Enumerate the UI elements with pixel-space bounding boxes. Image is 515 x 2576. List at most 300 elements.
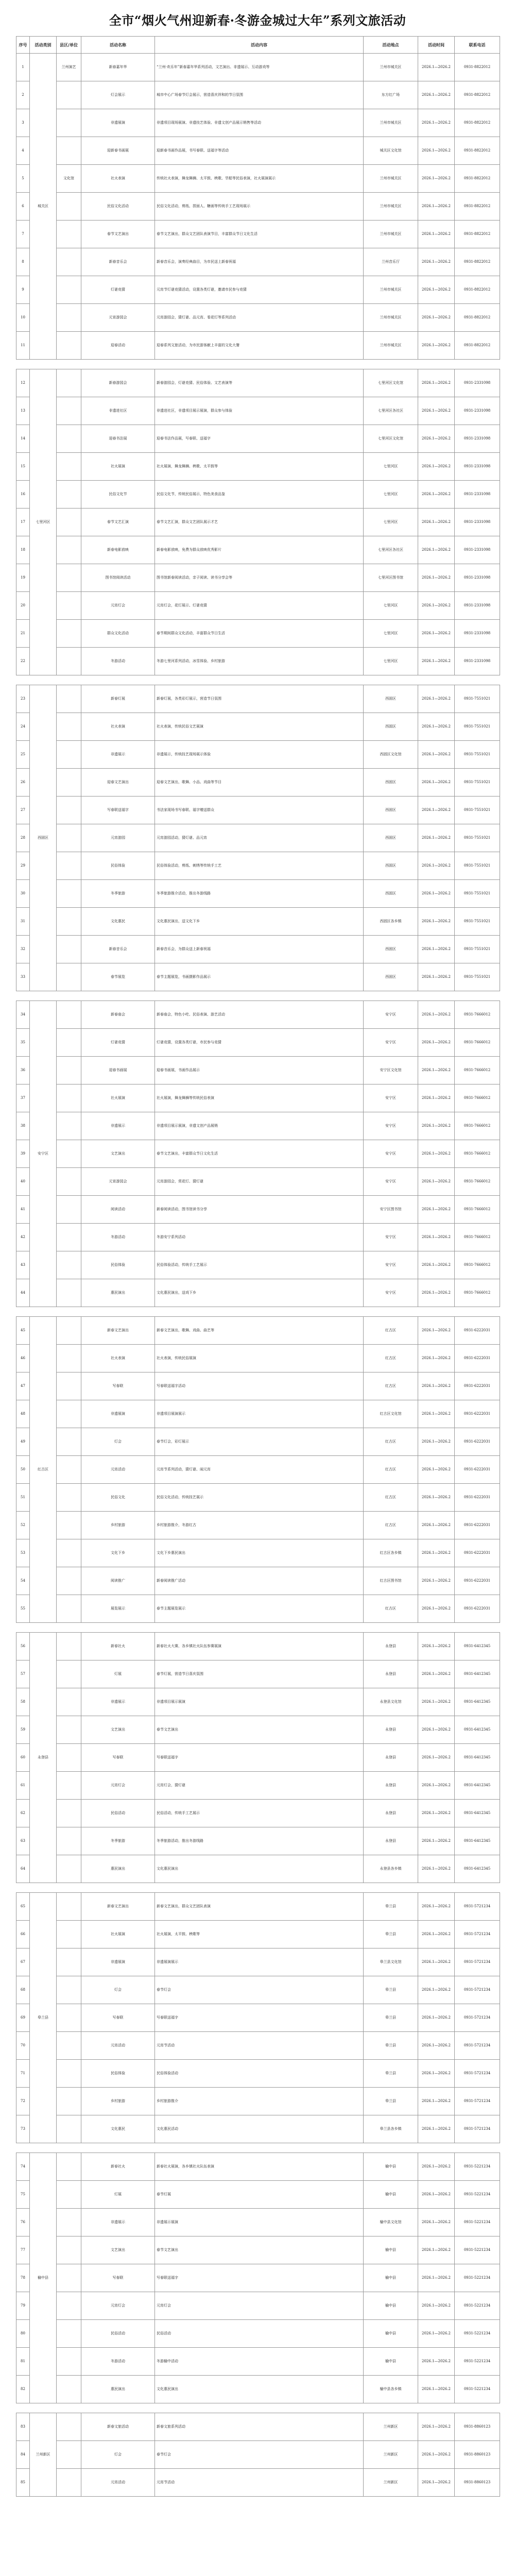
phone-cell: 0931-7666012 <box>455 1001 500 1029</box>
unit-cell <box>57 1224 81 1251</box>
name-cell: 冬游活动 <box>81 2348 155 2376</box>
idx-cell: 35 <box>16 1029 30 1057</box>
time-cell: 2026.1—2026.2 <box>418 1224 455 1251</box>
loc-cell: 西固区 <box>364 713 418 741</box>
phone-cell: 0931-7666012 <box>455 1057 500 1084</box>
idx-cell: 73 <box>16 2115 30 2143</box>
unit-cell <box>57 109 81 137</box>
loc-cell: 七里河区各社区 <box>364 397 418 425</box>
time-cell: 2026.1—2026.2 <box>418 2441 455 2469</box>
idx-cell: 32 <box>16 936 30 963</box>
desc-cell: 迎春书法作品展，写春联、送福字 <box>155 425 364 453</box>
name-cell: 元宵游园会 <box>81 304 155 332</box>
time-cell: 2026.1—2026.2 <box>418 1716 455 1744</box>
unit-cell <box>57 2264 81 2292</box>
desc-cell: 春节文艺演出 <box>155 2236 364 2264</box>
col-header: 县区/单位 <box>57 37 81 54</box>
name-cell: 社火展演 <box>81 1084 155 1112</box>
unit-cell <box>57 193 81 221</box>
idx-cell: 29 <box>16 852 30 880</box>
table-row <box>16 713 500 741</box>
col-header: 活动时间 <box>418 37 455 54</box>
phone-cell: 0931-7551021 <box>455 796 500 824</box>
col-header: 活动类别 <box>30 37 57 54</box>
desc-cell: 春节灯会 <box>155 2441 364 2469</box>
name-cell: 文艺演出 <box>81 1140 155 1168</box>
idx-cell: 30 <box>16 880 30 908</box>
idx-cell: 55 <box>16 1595 30 1623</box>
name-cell: 群众文化活动 <box>81 620 155 648</box>
phone-cell: 0931-6222031 <box>455 1484 500 1512</box>
phone-cell: 0931-7551021 <box>455 908 500 936</box>
name-cell: 民俗文化 <box>81 1484 155 1512</box>
name-cell: 新春嘉年华 <box>81 54 155 81</box>
table-row <box>16 1567 500 1595</box>
phone-cell: 0931-6222031 <box>455 1317 500 1345</box>
phone-cell: 0931-8822012 <box>455 193 500 221</box>
loc-cell: 安宁区 <box>364 1168 418 1196</box>
section-gap <box>16 2403 500 2413</box>
time-cell: 2026.1—2026.2 <box>418 425 455 453</box>
table-row <box>16 1800 500 1827</box>
table-row <box>16 2413 500 2441</box>
unit-cell <box>57 81 81 109</box>
idx-cell: 50 <box>16 1456 30 1484</box>
loc-cell: 红古区 <box>364 1428 418 1456</box>
desc-cell: 新春电影放映，免费为群众放映优秀影片 <box>155 536 364 564</box>
name-cell: 新春文艺演出 <box>81 1317 155 1345</box>
loc-cell: 榆中县 <box>364 2153 418 2181</box>
desc-cell: 非遗项目展示展演 <box>155 1688 364 1716</box>
table-row <box>16 2264 500 2292</box>
idx-cell: 77 <box>16 2236 30 2264</box>
idx-cell: 31 <box>16 908 30 936</box>
loc-cell: 安宁区 <box>364 1251 418 1279</box>
idx-cell: 40 <box>16 1168 30 1196</box>
loc-cell: 安宁区 <box>364 1029 418 1057</box>
idx-cell: 1 <box>16 54 30 81</box>
table-row <box>16 1539 500 1567</box>
name-cell: 惠民演出 <box>81 1279 155 1307</box>
section-gap <box>16 1307 500 1317</box>
unit-cell <box>57 2032 81 2060</box>
phone-cell: 0931-8860123 <box>455 2469 500 2497</box>
loc-cell: 兰州新区 <box>364 2469 418 2497</box>
idx-cell: 39 <box>16 1140 30 1168</box>
idx-cell: 83 <box>16 2413 30 2441</box>
region-cell: 皋兰县 <box>30 1893 57 2143</box>
loc-cell: 榆中县 <box>364 2348 418 2376</box>
name-cell: 社火展演 <box>81 1921 155 1948</box>
time-cell: 2026.1—2026.2 <box>418 536 455 564</box>
loc-cell: 红古区各乡镇 <box>364 1539 418 1567</box>
desc-cell: 非遗项目展演展示 <box>155 1400 364 1428</box>
loc-cell: 永登县 <box>364 1744 418 1772</box>
table-row <box>16 1029 500 1057</box>
idx-cell: 4 <box>16 137 30 165</box>
unit-cell <box>57 1633 81 1660</box>
desc-cell: 春节灯展，营造节日喜庆氛围 <box>155 1660 364 1688</box>
name-cell: 民俗体验 <box>81 2060 155 2088</box>
desc-cell: 文化惠民演出 <box>155 2376 364 2403</box>
unit-cell <box>57 2320 81 2348</box>
time-cell: 2026.1—2026.2 <box>418 453 455 481</box>
table-row <box>16 221 500 248</box>
table-row <box>16 796 500 824</box>
phone-cell: 0931-6222031 <box>455 1567 500 1595</box>
table-row <box>16 1484 500 1512</box>
idx-cell: 80 <box>16 2320 30 2348</box>
table-row <box>16 2292 500 2320</box>
time-cell: 2026.1—2026.2 <box>418 741 455 769</box>
name-cell: 新春文旅活动 <box>81 2413 155 2441</box>
unit-cell <box>57 2153 81 2181</box>
loc-cell: 东方红广场 <box>364 81 418 109</box>
time-cell: 2026.1—2026.2 <box>418 2376 455 2403</box>
name-cell: 写春联送福字 <box>81 796 155 824</box>
idx-cell: 12 <box>16 369 30 397</box>
unit-cell <box>57 2115 81 2143</box>
loc-cell: 兰州市城关区 <box>364 276 418 304</box>
table-row <box>16 852 500 880</box>
loc-cell: 安宁区 <box>364 1279 418 1307</box>
desc-cell: 元宵游园会，猜灯谜、品元宵、看花灯等系列活动 <box>155 304 364 332</box>
name-cell: 冬游活动 <box>81 1224 155 1251</box>
name-cell: 阅读活动 <box>81 1196 155 1224</box>
time-cell: 2026.1—2026.2 <box>418 1827 455 1855</box>
time-cell: 2026.1—2026.2 <box>418 1633 455 1660</box>
loc-cell: 红古区 <box>364 1372 418 1400</box>
unit-cell <box>57 1539 81 1567</box>
phone-cell: 0931-7666012 <box>455 1196 500 1224</box>
idx-cell: 2 <box>16 81 30 109</box>
table-row <box>16 165 500 193</box>
loc-cell: 七里河区 <box>364 481 418 509</box>
idx-cell: 58 <box>16 1688 30 1716</box>
phone-cell: 0931-6412345 <box>455 1772 500 1800</box>
phone-cell: 0931-8822012 <box>455 81 500 109</box>
table-row <box>16 1112 500 1140</box>
loc-cell: 永登县 <box>364 1800 418 1827</box>
time-cell: 2026.1—2026.2 <box>418 2004 455 2032</box>
idx-cell: 56 <box>16 1633 30 1660</box>
name-cell: 乡村旅游 <box>81 2088 155 2115</box>
phone-cell: 0931-5721234 <box>455 2115 500 2143</box>
region-cell: 西固区 <box>30 685 57 991</box>
unit-cell <box>57 1512 81 1539</box>
unit-cell <box>57 1772 81 1800</box>
name-cell: 新春音乐会 <box>81 936 155 963</box>
desc-cell: 春节文艺演出，群众文艺团队表演节目，丰富群众节日文化生活 <box>155 221 364 248</box>
time-cell: 2026.1—2026.2 <box>418 1428 455 1456</box>
desc-cell: 新春音乐会，演奏经典曲目，为市民送上新春祝福 <box>155 248 364 276</box>
name-cell: 新春灯展 <box>81 685 155 713</box>
table-row <box>16 592 500 620</box>
table-row <box>16 369 500 397</box>
unit-cell <box>57 248 81 276</box>
loc-cell: 西固区 <box>364 824 418 852</box>
unit-cell <box>57 1029 81 1057</box>
table-row <box>16 1716 500 1744</box>
name-cell: 新春社火 <box>81 1633 155 1660</box>
loc-cell: 皋兰县 <box>364 2060 418 2088</box>
idx-cell: 34 <box>16 1001 30 1029</box>
unit-cell <box>57 276 81 304</box>
name-cell: 新春音乐会 <box>81 248 155 276</box>
phone-cell: 0931-7666012 <box>455 1168 500 1196</box>
unit-cell <box>57 1595 81 1623</box>
table-row <box>16 54 500 81</box>
phone-cell: 0931-6412345 <box>455 1800 500 1827</box>
table-row <box>16 2469 500 2497</box>
time-cell: 2026.1—2026.2 <box>418 564 455 592</box>
name-cell: 文艺演出 <box>81 2236 155 2264</box>
unit-cell <box>57 796 81 824</box>
table-row <box>16 963 500 991</box>
idx-cell: 60 <box>16 1744 30 1772</box>
loc-cell: 西固区 <box>364 769 418 796</box>
desc-cell: 写春联送福字活动 <box>155 1372 364 1400</box>
unit-cell <box>57 1400 81 1428</box>
name-cell: 惠民演出 <box>81 1855 155 1883</box>
time-cell: 2026.1—2026.2 <box>418 1800 455 1827</box>
desc-cell: 民俗体验活动，剪纸、刺绣等传统手工艺 <box>155 852 364 880</box>
time-cell: 2026.1—2026.2 <box>418 2181 455 2209</box>
section-gap <box>16 1883 500 1893</box>
name-cell: 灯会 <box>81 1428 155 1456</box>
idx-cell: 79 <box>16 2292 30 2320</box>
table-row <box>16 2376 500 2403</box>
table-row <box>16 1317 500 1345</box>
desc-cell: 非遗项目现场展演、非遗技艺体验、非遗文创产品展示销售等活动 <box>155 109 364 137</box>
idx-cell: 59 <box>16 1716 30 1744</box>
name-cell: 元宵灯会 <box>81 1772 155 1800</box>
desc-cell: 春节灯展 <box>155 2181 364 2209</box>
page-title: 全市“烟火气州迎新春·冬游金城过大年”系列文旅活动 <box>109 13 406 28</box>
table-row <box>16 509 500 536</box>
name-cell: 非遗展示 <box>81 1112 155 1140</box>
loc-cell: 西固区 <box>364 880 418 908</box>
unit-cell <box>57 2441 81 2469</box>
time-cell: 2026.1—2026.2 <box>418 2469 455 2497</box>
idx-cell: 11 <box>16 332 30 360</box>
name-cell: 元宵活动 <box>81 2032 155 2060</box>
region-cell: 七里河区 <box>30 369 57 675</box>
name-cell: 冬季旅游 <box>81 880 155 908</box>
unit-cell <box>57 648 81 675</box>
unit-cell <box>57 1484 81 1512</box>
unit-cell <box>57 2348 81 2376</box>
loc-cell: 西固区 <box>364 685 418 713</box>
loc-cell: 安宁区 <box>364 1224 418 1251</box>
time-cell: 2026.1—2026.2 <box>418 397 455 425</box>
desc-cell: 春节主题展览，书画摄影作品展示 <box>155 963 364 991</box>
time-cell: 2026.1—2026.2 <box>418 1893 455 1921</box>
idx-cell: 48 <box>16 1400 30 1428</box>
loc-cell: 榆中县文化馆 <box>364 2209 418 2236</box>
phone-cell: 0931-5721234 <box>455 1976 500 2004</box>
table-row <box>16 1168 500 1196</box>
desc-cell: 春节主题展览展示 <box>155 1595 364 1623</box>
phone-cell: 0931-5221234 <box>455 2181 500 2209</box>
idx-cell: 15 <box>16 453 30 481</box>
idx-cell: 21 <box>16 620 30 648</box>
loc-cell: 红古区 <box>364 1317 418 1345</box>
table-row <box>16 2115 500 2143</box>
idx-cell: 20 <box>16 592 30 620</box>
name-cell: 灯展 <box>81 2181 155 2209</box>
col-header: 序号 <box>16 37 30 54</box>
unit-cell <box>57 1084 81 1112</box>
idx-cell: 25 <box>16 741 30 769</box>
name-cell: 图书馆阅读活动 <box>81 564 155 592</box>
idx-cell: 49 <box>16 1428 30 1456</box>
loc-cell: 兰州市城关区 <box>364 304 418 332</box>
loc-cell: 兰州音乐厅 <box>364 248 418 276</box>
desc-cell: 迎春文艺演出，歌舞、小品、戏曲等节目 <box>155 769 364 796</box>
time-cell: 2026.1—2026.2 <box>418 221 455 248</box>
table-row <box>16 1345 500 1372</box>
desc-cell: 灯谜竞猜，设置各类灯谜，市民参与竞猜 <box>155 1029 364 1057</box>
table-row <box>16 425 500 453</box>
phone-cell: 0931-6412345 <box>455 1827 500 1855</box>
idx-cell: 51 <box>16 1484 30 1512</box>
idx-cell: 22 <box>16 648 30 675</box>
table-row <box>16 137 500 165</box>
table-row <box>16 1084 500 1112</box>
table-row <box>16 2153 500 2181</box>
phone-cell: 0931-2331098 <box>455 564 500 592</box>
unit-cell <box>57 1317 81 1345</box>
phone-cell: 0931-7551021 <box>455 852 500 880</box>
loc-cell: 兰州市城关区 <box>364 193 418 221</box>
unit-cell <box>57 1057 81 1084</box>
time-cell: 2026.1—2026.2 <box>418 2413 455 2441</box>
name-cell: 灯会 <box>81 2441 155 2469</box>
unit-cell <box>57 2209 81 2236</box>
phone-cell: 0931-5721234 <box>455 2032 500 2060</box>
name-cell: 春节展览 <box>81 963 155 991</box>
unit-cell <box>57 592 81 620</box>
name-cell: 迎春书画展 <box>81 1057 155 1084</box>
time-cell: 2026.1—2026.2 <box>418 1001 455 1029</box>
unit-cell <box>57 2236 81 2264</box>
desc-cell: 新春游园会，灯谜竞猜、民俗体验、文艺表演等 <box>155 369 364 397</box>
name-cell: 惠民演出 <box>81 2376 155 2403</box>
desc-cell: 春节文艺汇演，群众文艺团队展示才艺 <box>155 509 364 536</box>
time-cell: 2026.1—2026.2 <box>418 1976 455 2004</box>
table-row <box>16 248 500 276</box>
name-cell: 新春社火 <box>81 2153 155 2181</box>
phone-cell: 0931-8822012 <box>455 248 500 276</box>
phone-cell: 0931-5221234 <box>455 2236 500 2264</box>
phone-cell: 0931-5721234 <box>455 1893 500 1921</box>
unit-cell <box>57 1921 81 1948</box>
phone-cell: 0931-6222031 <box>455 1400 500 1428</box>
phone-cell: 0931-8822012 <box>455 137 500 165</box>
loc-cell: 安宁区 <box>364 1001 418 1029</box>
idx-cell: 67 <box>16 1948 30 1976</box>
idx-cell: 18 <box>16 536 30 564</box>
name-cell: 元宵灯会 <box>81 592 155 620</box>
loc-cell: 永登县 <box>364 1716 418 1744</box>
name-cell: 乡村旅游 <box>81 1512 155 1539</box>
table-row <box>16 741 500 769</box>
time-cell: 2026.1—2026.2 <box>418 1744 455 1772</box>
name-cell: 迎新春书画展 <box>81 137 155 165</box>
desc-cell: 写春联送福字 <box>155 2004 364 2032</box>
phone-cell: 0931-7666012 <box>455 1029 500 1057</box>
time-cell: 2026.1—2026.2 <box>418 908 455 936</box>
phone-cell: 0931-5721234 <box>455 1921 500 1948</box>
desc-cell: 元宵节活动 <box>155 2469 364 2497</box>
unit-cell <box>57 2004 81 2032</box>
name-cell: 元宵活动 <box>81 2469 155 2497</box>
time-cell: 2026.1—2026.2 <box>418 509 455 536</box>
unit-cell <box>57 2413 81 2441</box>
name-cell: 灯谜竞猜 <box>81 276 155 304</box>
idx-cell: 24 <box>16 713 30 741</box>
time-cell: 2026.1—2026.2 <box>418 1372 455 1400</box>
loc-cell: 安宁区图书馆 <box>364 1196 418 1224</box>
idx-cell: 66 <box>16 1921 30 1948</box>
unit-cell: 文化馆 <box>57 165 81 193</box>
unit-cell <box>57 1168 81 1196</box>
time-cell: 2026.1—2026.2 <box>418 332 455 360</box>
region-cell: 红古区 <box>30 1317 57 1623</box>
unit-cell <box>57 509 81 536</box>
idx-cell: 44 <box>16 1279 30 1307</box>
phone-cell: 0931-7666012 <box>455 1251 500 1279</box>
name-cell: 元宵活动 <box>81 1456 155 1484</box>
phone-cell: 0931-7551021 <box>455 824 500 852</box>
section-gap <box>16 1623 500 1633</box>
table-row <box>16 824 500 852</box>
loc-cell: 皋兰县 <box>364 1893 418 1921</box>
time-cell: 2026.1—2026.2 <box>418 276 455 304</box>
name-cell: 写春联 <box>81 1744 155 1772</box>
idx-cell: 74 <box>16 2153 30 2181</box>
phone-cell: 0931-6222031 <box>455 1595 500 1623</box>
loc-cell: 红古区 <box>364 1484 418 1512</box>
phone-cell: 0931-6412345 <box>455 1716 500 1744</box>
desc-cell: 迎春系列文旅活动，为市民游客献上丰富的文化大餐 <box>155 332 364 360</box>
loc-cell: 西固区 <box>364 936 418 963</box>
time-cell: 2026.1—2026.2 <box>418 2153 455 2181</box>
unit-cell <box>57 685 81 713</box>
section-gap <box>16 675 500 685</box>
desc-cell: 乡村旅游推介 <box>155 2088 364 2115</box>
loc-cell: 兰州新区 <box>364 2441 418 2469</box>
table-row <box>16 453 500 481</box>
region-cell: 安宁区 <box>30 1001 57 1307</box>
time-cell: 2026.1—2026.2 <box>418 936 455 963</box>
table-row <box>16 685 500 713</box>
unit-cell <box>57 1567 81 1595</box>
time-cell: 2026.1—2026.2 <box>418 769 455 796</box>
time-cell: 2026.1—2026.2 <box>418 248 455 276</box>
section-gap-cell <box>16 2143 500 2153</box>
time-cell: 2026.1—2026.2 <box>418 2032 455 2060</box>
table-row <box>16 1456 500 1484</box>
time-cell: 2026.1—2026.2 <box>418 1251 455 1279</box>
phone-cell: 0931-2331098 <box>455 369 500 397</box>
desc-cell: 新春文艺演出，歌舞、戏曲、曲艺等 <box>155 1317 364 1345</box>
table-row <box>16 332 500 360</box>
desc-cell: 元宵游园会，赏花灯、猜灯谜 <box>155 1168 364 1196</box>
phone-cell: 0931-7551021 <box>455 963 500 991</box>
table-row <box>16 1827 500 1855</box>
